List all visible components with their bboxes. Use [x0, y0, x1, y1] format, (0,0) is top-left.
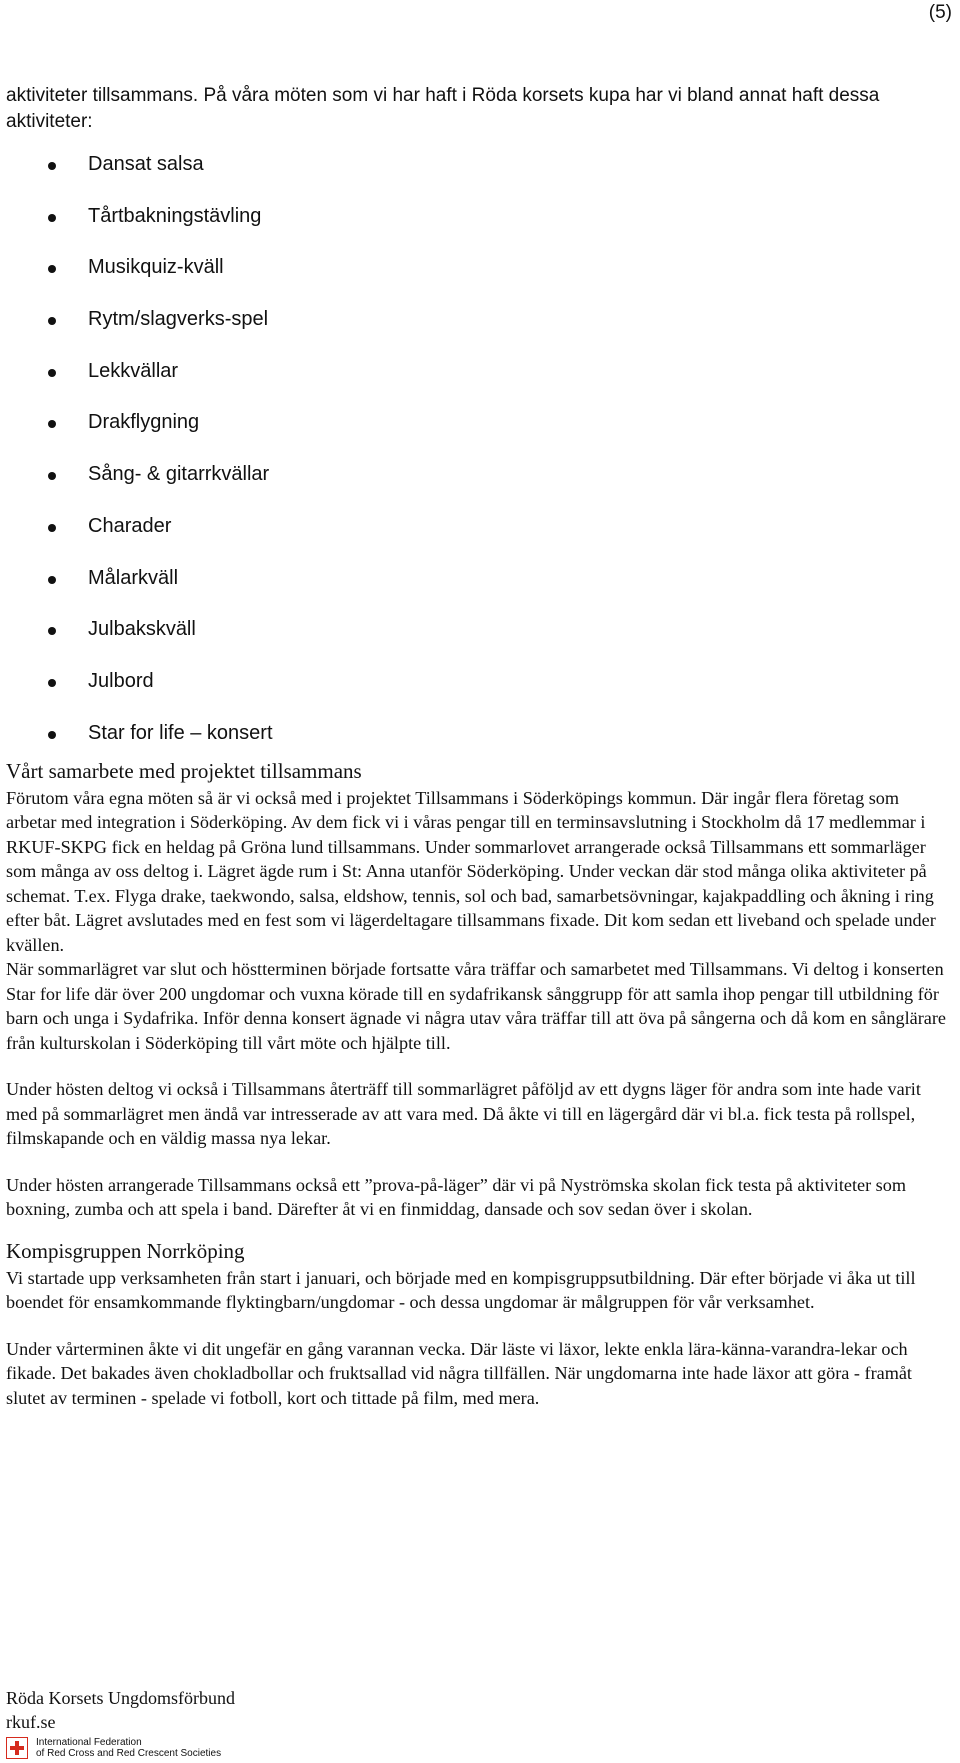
list-item: Drakflygning — [6, 409, 951, 461]
bullet-icon — [48, 472, 56, 480]
list-item: Charader — [6, 513, 951, 565]
section-heading-tillsammans: Vårt samarbete med projektet tillsammans — [6, 758, 362, 783]
bullet-icon — [48, 524, 56, 532]
paragraph: Under hösten arrangerade Tillsammans också ett ”prova-på-läger” där vi på Nyströmska skolan fick testa på aktiviteter som boxning, zumba och att spela i band. Därefter åt vi en finmiddag, dansade och sov sedan över i skolan. — [6, 1174, 906, 1220]
list-item: Rytm/slagverks-spel — [6, 306, 951, 358]
bullet-icon — [48, 162, 56, 170]
document-body — [6, 83, 951, 1410]
bullet-icon — [48, 214, 56, 222]
page-number: (5) — [928, 2, 952, 23]
paragraph: När sommarlägret var slut och höstterminen började fortsatte våra träffar och samarbetet med Tillsammans. Vi deltog i konserten Star for life där över 200 ungdomar och vuxna körade till en sydafrikansk sånggrupp för att samla ihop pengar till utbildning för barn och unga i Sydafrika. Inför denna konsert ägnade vi några utav våra träffar till att öva på sångerna och då kom en sånglärare från kulturskolan i Söderköping till vårt möte och hjälpte till. — [6, 959, 946, 1053]
list-item: Dansat salsa — [6, 151, 951, 203]
bullet-icon — [48, 576, 56, 584]
bullet-icon — [48, 317, 56, 325]
bullet-icon — [48, 369, 56, 377]
list-item: Musikquiz-kväll — [6, 254, 951, 306]
list-item: Lekkvällar — [6, 358, 951, 410]
bullet-icon — [48, 731, 56, 739]
list-item: Tårtbakningstävling — [6, 203, 951, 255]
footer-site: rkuf.se — [6, 1712, 56, 1732]
list-item: Målarkväll — [6, 565, 951, 617]
list-item: Star for life – konsert — [6, 720, 951, 758]
ifrc-text: International Federation of Red Cross and Red Crescent Societies — [36, 1737, 222, 1759]
bullet-icon — [48, 627, 56, 635]
red-cross-icon — [6, 1737, 28, 1759]
section-heading-kompisgruppen: Kompisgruppen Norrköping — [6, 1238, 245, 1263]
bullet-icon — [48, 679, 56, 687]
list-item: Julbakskväll — [6, 616, 951, 668]
list-item: Sång- & gitarrkvällar — [6, 461, 951, 513]
paragraph: Under hösten deltog vi också i Tillsammans återträff till sommarlägret påföljd av ett dygns läger för andra som inte hade varit med på sommarlägret men ändå var intresserade av att vara med. Då åkte vi till en lägergård där vi bl.a. fick testa på rollspel, filmskapande och en väldig massa nya lekar. — [6, 1079, 921, 1149]
paragraph: Under vårterminen åkte vi dit ungefär en gång varannan vecka. Där läste vi läxor, lekte enkla lära-känna-varandra-lekar och fikade. Det bakades även chokladbollar och fruktsallad vid några tillfällen. När ungdomarna inte hade läxor att göra - framåt slutet av terminen - spelade vi fotboll, kort och tittade på film, med mera. — [6, 1338, 912, 1408]
bullet-icon — [48, 265, 56, 273]
footer — [6, 1686, 235, 1734]
intro-paragraph: aktiviteter tillsammans. På våra möten som vi har haft i Röda korsets kupa har vi bland annat haft dessa aktiviteter: — [6, 85, 880, 132]
bullet-icon — [48, 420, 56, 428]
paragraph: Förutom våra egna möten så är vi också med i projektet Tillsammans i Söderköpings kommun. Där ingår flera företag som arbetar med integration i Söderköping. Av dem fick vi i våras pengar till en terminsavslutning i Stockholm då 17 medlemmar i RKUF-SKPG fick en heldag på Gröna lund tillsammans. Under sommarlovet arrangerade också Tillsammans ett sommarläger som många av oss deltog i. Lägret ägde rum i St: Anna utanför Söderköping. Under veckan där stod många olika aktiviteter på schemat. T.ex. Flyga drake, taekwondo, salsa, eldshow, tennis, sol och bad, samarbetsövningar, kajakpaddling och åkning i ring efter båt. Lägret avslutades med en fest som vi lägerdeltagare tillsammans fixade. Dit kom sedan ett liveband och spelade under kvällen. — [6, 787, 936, 955]
footer-org: Röda Korsets Ungdomsförbund — [6, 1688, 235, 1708]
ifrc-logo — [6, 1737, 221, 1759]
list-item: Julbord — [6, 668, 951, 720]
paragraph: Vi startade upp verksamheten från start i januari, och började med en kompisgruppsutbildning. Där efter började vi åka ut till boendet för ensamkommande flyktingbarn/ungdomar - och dessa ungdomar är målgruppen för vår verksamhet. — [6, 1267, 916, 1313]
activity-list — [6, 151, 951, 758]
